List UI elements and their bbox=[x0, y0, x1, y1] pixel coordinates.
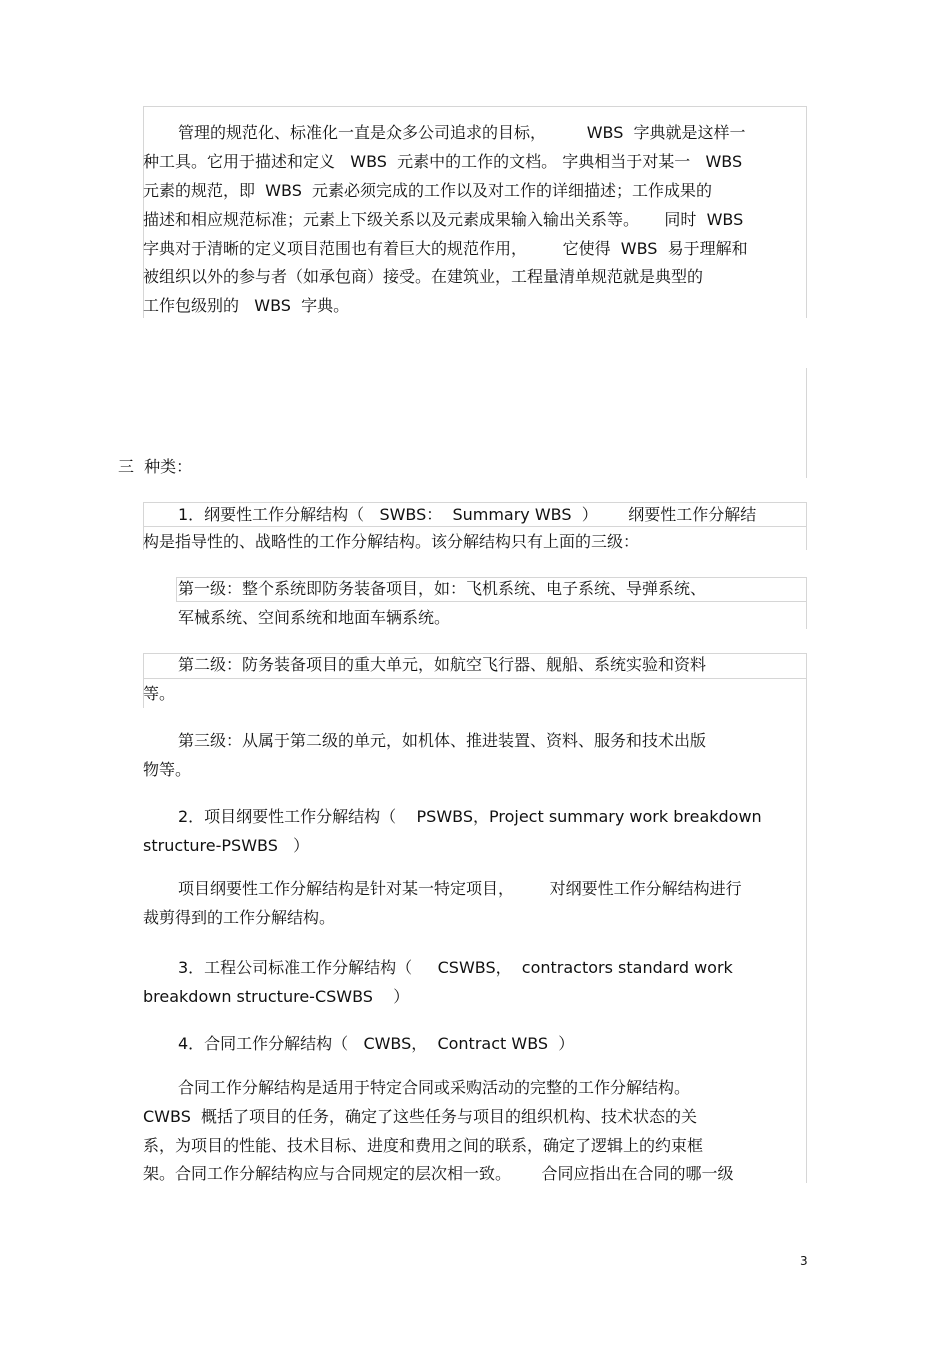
cell-border-top bbox=[143, 106, 806, 107]
text-line: CWBS 概括了项目的任务，确定了这些任务与项目的组织机构、技术状态的关 bbox=[143, 1107, 698, 1126]
text-line: 系，为项目的性能、技术目标、进度和费用之间的联系，确定了逻辑上的约束框 bbox=[143, 1136, 704, 1155]
text-line: 等。 bbox=[143, 684, 176, 703]
page-number: 3 bbox=[800, 1254, 808, 1268]
text-line: 项目纲要性工作分解结构是针对某一特定项目， 对纲要性工作分解结构进行 bbox=[178, 879, 742, 898]
text-line: 管理的规范化、标准化一直是众多公司追求的目标， WBS 字典就是这样一 bbox=[178, 123, 746, 142]
text-line: structure-PSWBS ） bbox=[143, 836, 310, 855]
text-line: 元素的规范，即 WBS 元素必须完成的工作以及对工作的详细描述；工作成果的 bbox=[143, 181, 713, 200]
cell-border-right bbox=[806, 106, 807, 318]
text-line: 物等。 bbox=[143, 760, 192, 779]
text-line: 描述和相应规范标准；元素上下级关系以及元素成果输入输出关系等。 同时 WBS bbox=[143, 210, 744, 229]
text-line: 4．合同工作分解结构（ CWBS， Contract WBS ） bbox=[178, 1034, 575, 1053]
text-line: 3．工程公司标准工作分解结构（ CSWBS， contractors standard work bbox=[178, 958, 733, 977]
text-line: 工作包级别的 WBS 字典。 bbox=[143, 296, 350, 315]
text-line: 军械系统、空间系统和地面车辆系统。 bbox=[178, 608, 451, 627]
text-line: 第一级：整个系统即防务装备项目，如：飞机系统、电子系统、导弹系统、 bbox=[178, 579, 707, 598]
cell-border-left bbox=[176, 577, 177, 601]
text-line: 构是指导性的、战略性的工作分解结构。该分解结构只有上面的三级： bbox=[143, 532, 640, 551]
text-line: 种工具。它用于描述和定义 WBS 元素中的工作的文档。 字典相当于对某一 WBS bbox=[143, 152, 743, 171]
text-line: breakdown structure-CSWBS ） bbox=[143, 987, 410, 1006]
cell-border-mid bbox=[143, 678, 806, 679]
cell-border-right bbox=[806, 653, 807, 1183]
text-line: 被组织以外的参与者（如承包商）接受。在建筑业，工程量清单规范就是典型的 bbox=[143, 267, 704, 286]
cell-border-mid bbox=[176, 601, 806, 602]
cell-border-right bbox=[806, 577, 807, 629]
text-line: 合同工作分解结构是适用于特定合同或采购活动的完整的工作分解结构。 bbox=[178, 1078, 691, 1097]
cell-border-mid bbox=[143, 526, 806, 527]
text-line: 第二级：防务装备项目的重大单元，如航空飞行器、舰船、系统实验和资料 bbox=[178, 655, 707, 674]
text-line: 架。合同工作分解结构应与合同规定的层次相一致。 合同应指出在合同的哪一级 bbox=[143, 1164, 734, 1183]
cell-border-top bbox=[143, 502, 806, 503]
text-line: 2．项目纲要性工作分解结构（ PSWBS，Project summary work breakdown bbox=[178, 807, 762, 826]
cell-border-right bbox=[806, 368, 807, 478]
text-line: 裁剪得到的工作分解结构。 bbox=[143, 908, 336, 927]
section-heading: 三 种类： bbox=[118, 457, 193, 476]
text-line: 第三级：从属于第二级的单元，如机体、推进装置、资料、服务和技术出版 bbox=[178, 731, 707, 750]
text-line: 字典对于清晰的定义项目范围也有着巨大的规范作用， 它使得 WBS 易于理解和 bbox=[143, 239, 748, 258]
cell-border-right bbox=[806, 502, 807, 550]
text-line: 1．纲要性工作分解结构（ SWBS： Summary WBS ） 纲要性工作分解结 bbox=[178, 505, 757, 524]
